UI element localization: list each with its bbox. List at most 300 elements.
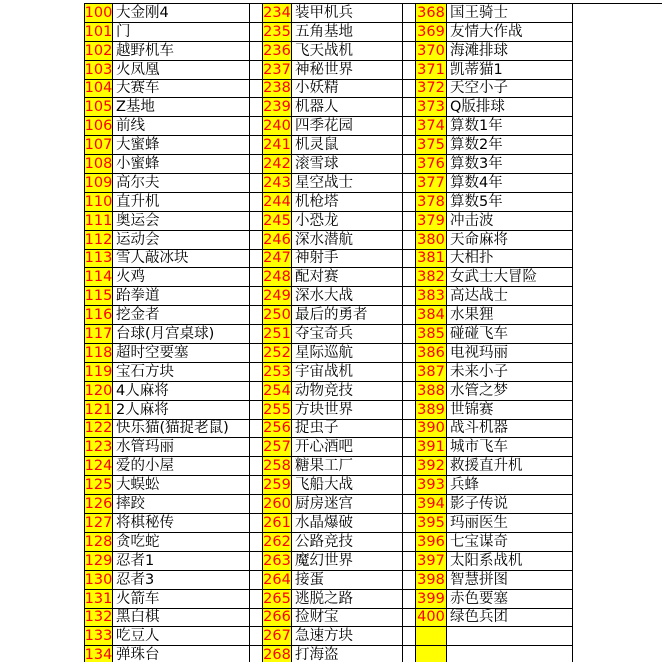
game-number-cell[interactable]: 115 bbox=[84, 288, 113, 305]
right-margin bbox=[573, 325, 662, 344]
game-number-cell[interactable]: 240 bbox=[263, 118, 291, 135]
game-name-cell[interactable]: 算数3年 bbox=[447, 155, 573, 174]
game-name-cell[interactable]: 公路竞技 bbox=[292, 533, 403, 552]
game-number-cell[interactable]: 384 bbox=[416, 306, 447, 325]
spacer-cell bbox=[250, 363, 263, 382]
game-number-cell[interactable]: 250 bbox=[263, 307, 291, 324]
game-name-cell[interactable]: 算数4年 bbox=[447, 174, 573, 193]
right-margin bbox=[573, 646, 662, 662]
game-name-cell[interactable]: 机枪塔 bbox=[292, 193, 403, 212]
game-name-cell[interactable]: 滚雪球 bbox=[292, 155, 403, 174]
spacer-cell bbox=[250, 155, 263, 174]
game-name-cell[interactable]: 捉虫子 bbox=[292, 420, 403, 439]
game-name-cell[interactable]: 运动会 bbox=[113, 231, 250, 250]
spacer-cell bbox=[250, 438, 263, 457]
game-name-cell[interactable]: 最后的勇者 bbox=[292, 306, 403, 325]
game-number-cell[interactable]: 116 bbox=[84, 307, 113, 324]
game-name-cell[interactable]: 神射手 bbox=[292, 250, 403, 269]
left-margin bbox=[0, 4, 84, 23]
game-number-cell[interactable]: 131 bbox=[84, 590, 113, 607]
game-name-cell[interactable]: 兵蜂 bbox=[447, 476, 573, 495]
game-name-cell[interactable]: Z基地 bbox=[113, 98, 250, 117]
spacer-cell bbox=[403, 80, 416, 99]
game-number-cell[interactable]: 398 bbox=[416, 571, 447, 590]
spacer-cell bbox=[250, 533, 263, 552]
spacer-cell bbox=[250, 4, 263, 23]
right-margin bbox=[573, 193, 662, 212]
game-name-cell[interactable]: 大赛车 bbox=[113, 80, 250, 99]
spacer-cell bbox=[250, 401, 263, 420]
game-name-cell[interactable]: 接蛋 bbox=[292, 571, 403, 590]
game-number-cell[interactable]: 376 bbox=[416, 155, 447, 174]
spacer-cell bbox=[250, 476, 263, 495]
game-name-cell[interactable]: 忍者3 bbox=[113, 571, 250, 590]
game-name-cell[interactable]: 机器人 bbox=[292, 98, 403, 117]
spacer-cell bbox=[250, 212, 263, 231]
game-number-cell[interactable]: 245 bbox=[263, 212, 291, 229]
game-name-cell[interactable]: 打海盗 bbox=[292, 646, 403, 662]
game-name-cell[interactable] bbox=[447, 646, 573, 662]
game-number-cell[interactable]: 129 bbox=[84, 552, 113, 569]
spacer-cell bbox=[250, 23, 263, 42]
left-margin bbox=[0, 23, 84, 42]
game-name-cell[interactable]: 开心酒吧 bbox=[292, 438, 403, 457]
table-row bbox=[0, 61, 662, 80]
game-name-cell[interactable]: 跆拳道 bbox=[113, 287, 250, 306]
game-name-cell[interactable]: 飞天战机 bbox=[292, 42, 403, 61]
game-number-cell[interactable]: 111 bbox=[84, 212, 113, 229]
game-number-cell[interactable]: 268 bbox=[263, 646, 292, 662]
spacer-cell bbox=[250, 231, 263, 250]
game-number-cell[interactable]: 132 bbox=[84, 609, 113, 626]
game-number-cell[interactable]: 260 bbox=[263, 496, 291, 513]
game-number-cell[interactable]: 109 bbox=[84, 174, 113, 191]
right-margin bbox=[573, 117, 662, 136]
game-name-cell[interactable]: 大蜈蚣 bbox=[113, 476, 250, 495]
game-name-cell[interactable]: 赤色要塞 bbox=[447, 590, 573, 609]
spacer-cell bbox=[403, 4, 416, 23]
game-number-cell[interactable]: 244 bbox=[263, 193, 291, 210]
game-number-cell[interactable]: 235 bbox=[263, 23, 291, 40]
game-number-cell[interactable]: 102 bbox=[84, 42, 113, 59]
game-number-cell[interactable]: 103 bbox=[84, 61, 113, 78]
game-name-cell[interactable]: 水果狸 bbox=[447, 306, 573, 325]
game-number-cell[interactable]: 130 bbox=[84, 571, 113, 588]
game-name-cell[interactable]: 电视玛丽 bbox=[447, 344, 573, 363]
game-number-cell[interactable]: 265 bbox=[263, 590, 291, 607]
game-number-cell[interactable]: 370 bbox=[416, 42, 447, 61]
game-name-cell[interactable]: 大金刚4 bbox=[113, 4, 250, 23]
game-number-cell[interactable]: 125 bbox=[84, 477, 113, 494]
table-row bbox=[0, 42, 662, 61]
game-number-cell[interactable]: 375 bbox=[416, 136, 447, 155]
game-number-cell[interactable]: 119 bbox=[84, 363, 113, 380]
game-number-cell[interactable]: 262 bbox=[263, 533, 291, 550]
spacer-cell bbox=[403, 438, 416, 457]
game-name-cell[interactable]: 战斗机器 bbox=[447, 420, 573, 439]
game-number-cell[interactable]: 110 bbox=[84, 193, 113, 210]
game-number-cell[interactable]: 264 bbox=[263, 571, 291, 588]
game-number-cell[interactable]: 248 bbox=[263, 269, 291, 286]
game-number-cell[interactable]: 396 bbox=[416, 533, 447, 552]
game-number-cell[interactable]: 241 bbox=[263, 137, 291, 154]
spacer-cell bbox=[403, 174, 416, 193]
right-margin bbox=[573, 42, 662, 61]
game-name-cell[interactable]: 厨房迷宫 bbox=[292, 495, 403, 514]
game-number-cell[interactable]: 373 bbox=[416, 98, 447, 117]
game-name-cell[interactable]: 爱的小屋 bbox=[113, 457, 250, 476]
table-row bbox=[0, 646, 662, 662]
spacer-cell bbox=[403, 571, 416, 590]
game-number-cell[interactable]: 122 bbox=[84, 420, 113, 437]
game-name-cell[interactable]: 救援直升机 bbox=[447, 457, 573, 476]
table-row bbox=[0, 627, 662, 646]
game-number-cell[interactable]: 238 bbox=[263, 80, 291, 97]
game-name-cell[interactable]: 绿色兵团 bbox=[447, 609, 573, 628]
table-row bbox=[0, 136, 662, 155]
spacer-cell bbox=[250, 306, 263, 325]
game-name-cell[interactable]: 水管玛丽 bbox=[113, 438, 250, 457]
game-number-cell[interactable]: 381 bbox=[416, 250, 447, 269]
spacer-cell bbox=[250, 98, 263, 117]
game-name-cell[interactable]: 摔跤 bbox=[113, 495, 250, 514]
game-name-cell[interactable]: 贪吃蛇 bbox=[113, 533, 250, 552]
table-row bbox=[0, 438, 662, 457]
game-number-cell[interactable] bbox=[416, 627, 447, 646]
game-number-cell[interactable]: 257 bbox=[263, 439, 291, 456]
game-name-cell[interactable]: 算数1年 bbox=[447, 117, 573, 136]
spacer-cell bbox=[403, 136, 416, 155]
game-number-cell[interactable]: 388 bbox=[416, 382, 447, 401]
spacer-cell bbox=[250, 514, 263, 533]
game-name-cell[interactable]: 4人麻将 bbox=[113, 382, 250, 401]
game-number-cell[interactable]: 369 bbox=[416, 23, 447, 42]
game-name-cell[interactable]: 宝石方块 bbox=[113, 363, 250, 382]
spacer-cell bbox=[403, 590, 416, 609]
game-number-cell[interactable]: 121 bbox=[84, 401, 113, 418]
game-name-cell[interactable]: 凯蒂猫1 bbox=[447, 61, 573, 80]
game-number-cell[interactable]: 124 bbox=[84, 458, 113, 475]
game-name-cell[interactable]: 宇宙战机 bbox=[292, 363, 403, 382]
spacer-cell bbox=[250, 136, 263, 155]
game-name-cell[interactable]: 小蜜蜂 bbox=[113, 155, 250, 174]
game-number-cell[interactable]: 251 bbox=[263, 326, 291, 343]
game-number-cell[interactable]: 256 bbox=[263, 420, 291, 437]
left-margin bbox=[0, 212, 84, 231]
game-number-cell[interactable]: 100 bbox=[84, 4, 113, 21]
right-margin bbox=[573, 495, 662, 514]
game-number-cell[interactable]: 112 bbox=[84, 231, 113, 248]
right-margin bbox=[573, 212, 662, 231]
game-name-cell[interactable]: 影子传说 bbox=[447, 495, 573, 514]
game-name-cell[interactable]: 2人麻将 bbox=[113, 401, 250, 420]
left-margin bbox=[0, 136, 84, 155]
game-name-cell[interactable]: 世锦赛 bbox=[447, 401, 573, 420]
game-number-cell[interactable]: 258 bbox=[263, 458, 291, 475]
game-number-cell[interactable]: 371 bbox=[416, 61, 447, 80]
game-number-cell[interactable]: 397 bbox=[416, 552, 447, 571]
game-name-cell[interactable]: 国王骑士 bbox=[447, 4, 573, 23]
game-name-cell[interactable]: 火箭车 bbox=[113, 590, 250, 609]
game-name-cell[interactable]: 夺宝奇兵 bbox=[292, 325, 403, 344]
table-row bbox=[0, 174, 662, 193]
right-margin bbox=[573, 533, 662, 552]
game-name-cell[interactable]: 深水潜航 bbox=[292, 231, 403, 250]
game-name-cell[interactable]: 碰碰飞车 bbox=[447, 325, 573, 344]
game-name-cell[interactable]: 四季花园 bbox=[292, 117, 403, 136]
game-name-cell[interactable]: 玛丽医生 bbox=[447, 514, 573, 533]
game-number-cell[interactable]: 249 bbox=[263, 288, 291, 305]
game-name-cell[interactable]: 动物竞技 bbox=[292, 382, 403, 401]
game-name-cell[interactable]: 台球(月宫桌球) bbox=[113, 325, 250, 344]
spacer-cell bbox=[403, 457, 416, 476]
left-margin bbox=[0, 174, 84, 193]
game-name-cell[interactable]: 高尔夫 bbox=[113, 174, 250, 193]
game-name-cell[interactable]: 太阳系战机 bbox=[447, 552, 573, 571]
game-number-cell[interactable]: 104 bbox=[84, 80, 113, 97]
game-number-cell[interactable]: 107 bbox=[84, 137, 113, 154]
left-margin bbox=[0, 231, 84, 250]
spacer-cell bbox=[250, 552, 263, 571]
game-name-cell[interactable]: 小妖精 bbox=[292, 80, 403, 99]
game-number-cell[interactable]: 399 bbox=[416, 590, 447, 609]
spacer-cell bbox=[403, 363, 416, 382]
game-number-cell[interactable]: 368 bbox=[416, 4, 447, 23]
spacer-cell bbox=[403, 627, 416, 646]
table-row bbox=[0, 457, 662, 476]
game-number-cell[interactable]: 374 bbox=[416, 117, 447, 136]
game-name-cell[interactable]: 直升机 bbox=[113, 193, 250, 212]
game-name-cell[interactable]: 火凤凰 bbox=[113, 61, 250, 80]
game-name-cell[interactable]: 魔幻世界 bbox=[292, 552, 403, 571]
game-name-cell[interactable]: 星空战士 bbox=[292, 174, 403, 193]
game-number-cell[interactable]: 385 bbox=[416, 325, 447, 344]
game-name-cell[interactable]: 海滩排球 bbox=[447, 42, 573, 61]
game-number-cell[interactable]: 377 bbox=[416, 174, 447, 193]
game-number-cell[interactable]: 379 bbox=[416, 212, 447, 231]
game-name-cell[interactable]: 未来小子 bbox=[447, 363, 573, 382]
table-row bbox=[0, 250, 662, 269]
left-margin bbox=[0, 363, 84, 382]
game-number-cell[interactable]: 383 bbox=[416, 287, 447, 306]
spacer-cell bbox=[250, 325, 263, 344]
game-number-cell[interactable]: 123 bbox=[84, 439, 113, 456]
game-number-cell[interactable]: 120 bbox=[84, 382, 113, 399]
game-name-cell[interactable]: 深水大战 bbox=[292, 287, 403, 306]
game-name-cell[interactable]: 大蜜蜂 bbox=[113, 136, 250, 155]
game-number-cell[interactable]: 393 bbox=[416, 476, 447, 495]
game-number-cell[interactable]: 246 bbox=[263, 231, 291, 248]
game-number-cell[interactable]: 133 bbox=[84, 628, 113, 645]
game-number-cell[interactable]: 267 bbox=[263, 628, 291, 645]
game-name-cell[interactable]: 越野机车 bbox=[113, 42, 250, 61]
right-margin bbox=[573, 382, 662, 401]
game-name-cell[interactable]: 水管之梦 bbox=[447, 382, 573, 401]
game-name-cell[interactable]: 方块世界 bbox=[292, 401, 403, 420]
right-margin bbox=[573, 420, 662, 439]
game-name-cell[interactable]: 五角基地 bbox=[292, 23, 403, 42]
game-number-cell[interactable]: 255 bbox=[263, 401, 291, 418]
game-name-cell[interactable]: 算数2年 bbox=[447, 136, 573, 155]
game-name-cell[interactable]: 算数5年 bbox=[447, 193, 573, 212]
game-number-cell[interactable]: 259 bbox=[263, 477, 291, 494]
game-number-cell[interactable]: 134 bbox=[84, 646, 113, 662]
left-margin bbox=[0, 287, 84, 306]
spacer-cell bbox=[403, 533, 416, 552]
right-margin bbox=[573, 627, 662, 646]
game-number-cell[interactable]: 378 bbox=[416, 193, 447, 212]
table-row bbox=[0, 420, 662, 439]
game-name-cell[interactable]: 吃豆人 bbox=[113, 627, 250, 646]
game-number-cell[interactable]: 118 bbox=[84, 344, 113, 361]
game-name-cell[interactable]: 火鸡 bbox=[113, 268, 250, 287]
game-name-cell[interactable]: 挖金者 bbox=[113, 306, 250, 325]
game-name-cell[interactable]: 大相扑 bbox=[447, 250, 573, 269]
left-margin bbox=[0, 250, 84, 269]
game-number-cell[interactable]: 243 bbox=[263, 174, 291, 191]
game-name-cell[interactable]: 超时空要塞 bbox=[113, 344, 250, 363]
right-margin bbox=[573, 476, 662, 495]
right-margin bbox=[573, 514, 662, 533]
table-row bbox=[0, 382, 662, 401]
spacer-cell bbox=[403, 514, 416, 533]
game-name-cell[interactable]: 神秘世界 bbox=[292, 61, 403, 80]
spacer-cell bbox=[250, 571, 263, 590]
game-name-cell[interactable]: 天命麻将 bbox=[447, 231, 573, 250]
game-number-cell[interactable]: 242 bbox=[263, 156, 291, 173]
game-name-cell[interactable]: 小恐龙 bbox=[292, 212, 403, 231]
game-number-cell[interactable]: 389 bbox=[416, 401, 447, 420]
game-name-cell[interactable]: 装甲机兵 bbox=[292, 4, 403, 23]
spacer-cell bbox=[250, 646, 263, 662]
game-number-cell[interactable]: 106 bbox=[84, 118, 113, 135]
game-name-cell[interactable]: 门 bbox=[113, 23, 250, 42]
game-number-cell[interactable]: 254 bbox=[263, 382, 291, 399]
game-number-cell[interactable]: 114 bbox=[84, 269, 113, 286]
table-row bbox=[0, 571, 662, 590]
left-margin bbox=[0, 98, 84, 117]
game-number-cell[interactable]: 108 bbox=[84, 156, 113, 173]
game-name-cell[interactable]: 将棋秘传 bbox=[113, 514, 250, 533]
spacer-cell bbox=[403, 23, 416, 42]
game-number-cell[interactable]: 261 bbox=[263, 514, 291, 531]
game-number-cell[interactable]: 105 bbox=[84, 99, 113, 116]
game-number-cell[interactable]: 387 bbox=[416, 363, 447, 382]
right-margin bbox=[573, 268, 662, 287]
game-number-cell[interactable]: 236 bbox=[263, 42, 291, 59]
game-name-cell[interactable]: 前线 bbox=[113, 117, 250, 136]
right-margin bbox=[573, 552, 662, 571]
game-name-cell[interactable]: 雪人敲冰块 bbox=[113, 250, 250, 269]
game-name-cell[interactable]: 星际巡航 bbox=[292, 344, 403, 363]
right-margin bbox=[573, 136, 662, 155]
game-number-cell[interactable]: 234 bbox=[263, 4, 291, 21]
table-row bbox=[0, 344, 662, 363]
game-number-cell[interactable]: 392 bbox=[416, 457, 447, 476]
game-name-cell[interactable]: 配对赛 bbox=[292, 268, 403, 287]
game-name-cell[interactable]: 糖果工厂 bbox=[292, 457, 403, 476]
game-number-cell[interactable]: 266 bbox=[263, 609, 291, 626]
game-number-cell[interactable]: 263 bbox=[263, 552, 291, 569]
left-margin bbox=[0, 495, 84, 514]
game-number-cell[interactable]: 247 bbox=[263, 250, 291, 267]
game-number-cell[interactable]: 390 bbox=[416, 420, 447, 439]
game-name-cell[interactable]: 冲击波 bbox=[447, 212, 573, 231]
game-number-cell[interactable]: 400 bbox=[416, 609, 447, 628]
game-number-cell[interactable]: 395 bbox=[416, 514, 447, 533]
right-margin bbox=[573, 155, 662, 174]
game-name-cell[interactable]: 逃脱之路 bbox=[292, 590, 403, 609]
game-name-cell[interactable] bbox=[447, 627, 573, 646]
game-number-cell[interactable]: 382 bbox=[416, 268, 447, 287]
right-margin bbox=[573, 231, 662, 250]
game-number-cell[interactable]: 372 bbox=[416, 80, 447, 99]
game-name-cell[interactable]: 急速方块 bbox=[292, 627, 403, 646]
table-row bbox=[0, 193, 662, 212]
game-number-cell[interactable] bbox=[416, 646, 447, 662]
table-row bbox=[0, 268, 662, 287]
game-number-cell[interactable]: 101 bbox=[84, 23, 113, 40]
spacer-cell bbox=[250, 61, 263, 80]
game-number-cell[interactable]: 128 bbox=[84, 533, 113, 550]
game-name-cell[interactable]: 忍者1 bbox=[113, 552, 250, 571]
table-row bbox=[0, 306, 662, 325]
game-number-cell[interactable]: 391 bbox=[416, 438, 447, 457]
spacer-cell bbox=[403, 306, 416, 325]
game-name-cell[interactable]: 水晶爆破 bbox=[292, 514, 403, 533]
spacer-cell bbox=[403, 117, 416, 136]
game-name-cell[interactable]: 高达战士 bbox=[447, 287, 573, 306]
table-row bbox=[0, 155, 662, 174]
game-name-cell[interactable]: 奥运会 bbox=[113, 212, 250, 231]
game-number-cell[interactable]: 126 bbox=[84, 496, 113, 513]
game-name-cell[interactable]: Q版排球 bbox=[447, 98, 573, 117]
game-number-cell[interactable]: 394 bbox=[416, 495, 447, 514]
game-name-cell[interactable]: 女武士大冒险 bbox=[447, 268, 573, 287]
game-name-cell[interactable]: 机灵鼠 bbox=[292, 136, 403, 155]
game-number-cell[interactable]: 239 bbox=[263, 99, 291, 116]
table-row bbox=[0, 4, 662, 23]
game-number-cell[interactable]: 252 bbox=[263, 344, 291, 361]
table-row bbox=[0, 212, 662, 231]
game-number-cell[interactable]: 117 bbox=[84, 326, 113, 343]
game-name-cell[interactable]: 智慧拼图 bbox=[447, 571, 573, 590]
game-number-cell[interactable]: 237 bbox=[263, 61, 291, 78]
spacer-cell bbox=[403, 287, 416, 306]
left-margin bbox=[0, 306, 84, 325]
game-number-cell[interactable]: 127 bbox=[84, 514, 113, 531]
right-margin bbox=[573, 306, 662, 325]
game-name-cell[interactable]: 天空小子 bbox=[447, 80, 573, 99]
game-name-cell[interactable]: 捡财宝 bbox=[292, 609, 403, 628]
game-name-cell[interactable]: 七宝谋奇 bbox=[447, 533, 573, 552]
left-margin bbox=[0, 438, 84, 457]
game-number-cell[interactable]: 380 bbox=[416, 231, 447, 250]
spacer-cell bbox=[250, 193, 263, 212]
game-name-cell[interactable]: 飞船大战 bbox=[292, 476, 403, 495]
game-name-cell[interactable]: 友情大作战 bbox=[447, 23, 573, 42]
game-name-cell[interactable]: 快乐猫(猫捉老鼠) bbox=[113, 420, 250, 439]
left-margin bbox=[0, 590, 84, 609]
game-name-cell[interactable]: 黑白棋 bbox=[113, 609, 250, 628]
right-margin bbox=[573, 174, 662, 193]
game-number-cell[interactable]: 386 bbox=[416, 344, 447, 363]
game-number-cell[interactable]: 253 bbox=[263, 363, 291, 380]
spacer-cell bbox=[403, 344, 416, 363]
game-number-cell[interactable]: 113 bbox=[84, 250, 113, 267]
game-name-cell[interactable]: 弹珠台 bbox=[113, 646, 250, 662]
game-name-cell[interactable]: 城市飞车 bbox=[447, 438, 573, 457]
